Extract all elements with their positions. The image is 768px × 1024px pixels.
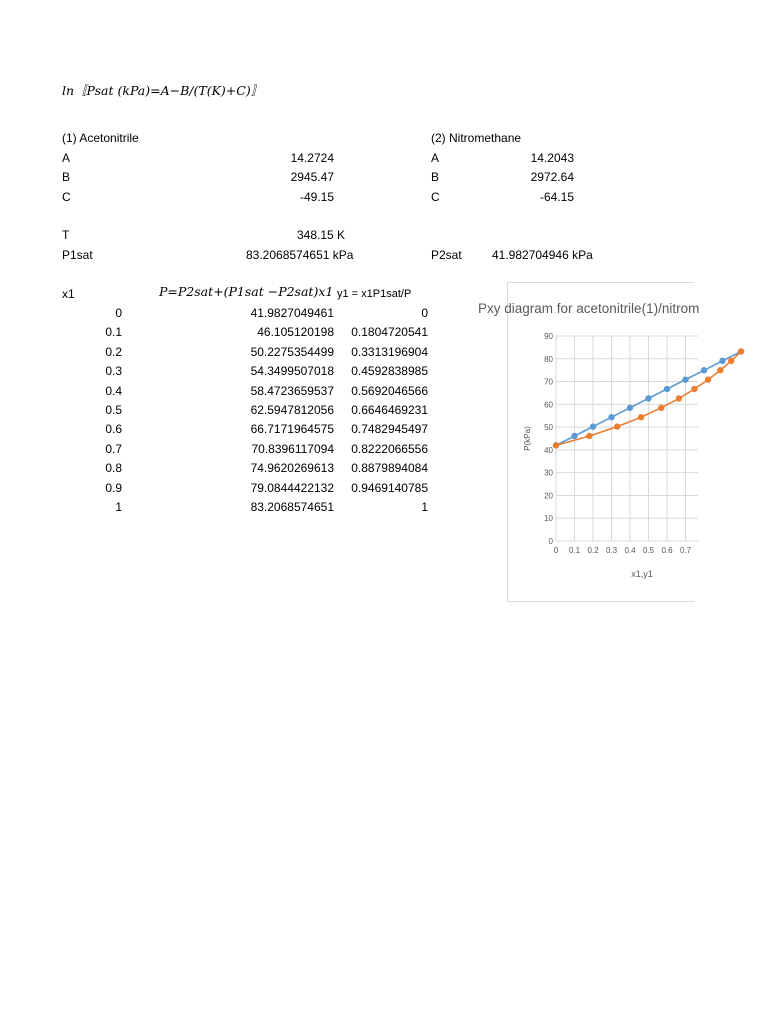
table-cell-pressure: 70.8396117094 [251, 441, 334, 456]
chart-point-series-1 [608, 414, 614, 420]
table-cell-y1: 0.3313196904 [351, 344, 428, 359]
chart-x-ticks [554, 546, 692, 555]
table-cell-pressure: 79.0844422132 [250, 480, 334, 495]
table-cell-x1: 0.4 [105, 383, 122, 398]
table-cell-pressure: 41.9827049461 [250, 306, 334, 320]
table-cell-y1: 0.8879894084 [351, 461, 428, 476]
chart-point-series-2 [676, 395, 682, 401]
chart-point-series-2 [553, 442, 559, 448]
table-cell-pressure: 74.9620269613 [250, 461, 334, 476]
chart-y-tick-label: 60 [544, 400, 553, 410]
chart-point-series-1 [664, 386, 670, 392]
chart-x-tick-label: 0.5 [642, 546, 655, 555]
chart-x-tick-label: 0.7 [679, 546, 692, 555]
chart-point-series-2 [738, 348, 744, 354]
chart-point-series-2 [717, 367, 723, 373]
table-cell-y1: 1 [421, 500, 428, 514]
table-cell-x1: 1 [115, 500, 122, 514]
temperature-value: 348.15 K [297, 228, 346, 242]
table-cell-y1: 0.6646469231 [351, 403, 428, 417]
chart-y-tick-label: 90 [544, 332, 553, 341]
chart-x-tick-label: 0.6 [661, 546, 673, 555]
chart-y-tick-label: 30 [544, 468, 553, 478]
component2-a-label: A [431, 151, 440, 165]
chart-point-series-1 [590, 423, 596, 429]
chart-x-axis-label: x1,y1 [631, 569, 653, 579]
chart-point-series-2 [728, 358, 734, 364]
table-cell-x1: 0.3 [105, 364, 122, 379]
p2sat-label: P2sat [431, 248, 462, 262]
chart-point-series-1 [645, 395, 651, 401]
component2-name: (2) Nitromethane [431, 131, 522, 145]
table-cell-x1: 0 [115, 306, 122, 320]
chart-y-ticks [544, 332, 553, 546]
chart-point-series-1 [571, 433, 577, 439]
component2-b-label: B [431, 170, 440, 184]
chart-x-tick-label: 0.2 [587, 546, 599, 555]
component1-b-label: B [62, 170, 71, 184]
table-cell-pressure: 50.2275354499 [250, 344, 334, 359]
chart-x-tick-label: 0.1 [568, 546, 581, 555]
table-cell-y1: 0.8222066556 [351, 441, 428, 456]
table-cell-x1: 0.5 [105, 403, 122, 417]
component1-name: (1) Acetonitrile [62, 131, 139, 145]
table-cell-x1: 0.2 [105, 344, 122, 359]
table-cell-y1: 0.4592838985 [351, 364, 428, 379]
table-cell-y1: 0 [421, 306, 428, 320]
table-cell-y1: 0.1804720541 [351, 325, 428, 340]
p1sat-value: 83.2068574651 kPa [246, 248, 354, 262]
table-cell-y1: 0.9469140785 [351, 480, 428, 495]
table-cell-x1: 0.1 [105, 325, 122, 340]
table-cell-pressure: 83.2068574651 [250, 500, 334, 514]
chart-point-series-2 [691, 386, 697, 392]
component2-c-label: C [431, 190, 440, 204]
component2-b-value: 2972.64 [530, 170, 574, 184]
chart-y-tick-label: 70 [544, 377, 553, 387]
component2-c-value: -64.15 [539, 190, 574, 204]
chart-x-tick-label: 0 [553, 546, 559, 555]
table-header-x1: x1 [62, 287, 75, 301]
chart-point-series-1 [682, 376, 688, 382]
equation: ln⁡〚Psat (kPa)=A−B/(T(K)+C)〛 [62, 83, 264, 98]
chart-y-tick-label: 50 [544, 423, 553, 433]
pxy-chart [478, 282, 700, 602]
table-cell-pressure: 58.4723659537 [250, 383, 334, 398]
table-cell-y1: 0.5692046566 [351, 383, 428, 398]
chart-x-tick-label: 0.3 [605, 546, 618, 555]
chart-y-axis-label: P(kPa) [523, 426, 532, 451]
chart-point-series-2 [658, 405, 664, 411]
table-cell-x1: 0.6 [105, 422, 122, 437]
chart-y-tick-label: 80 [544, 354, 553, 364]
table-cell-pressure: 54.3499507018 [250, 364, 334, 379]
component1-b-value: 2945.47 [290, 170, 334, 184]
chart-point-series-2 [705, 376, 711, 382]
chart-y-tick-label: 20 [544, 491, 553, 501]
temperature-label: T [62, 228, 70, 242]
chart-x-tick-label: 0.4 [624, 546, 636, 555]
p2sat-value: 41.982704946 kPa [492, 248, 593, 262]
component1-a-value: 14.2724 [290, 151, 334, 165]
table-cell-y1: 0.7482945497 [351, 422, 428, 437]
chart-canvas [478, 283, 700, 601]
table-cell-x1: 0.9 [105, 480, 122, 495]
chart-point-series-1 [719, 358, 725, 364]
component2-a-value: 14.2043 [530, 151, 574, 165]
chart-grid [556, 336, 698, 541]
chart-point-series-2 [614, 423, 620, 429]
component1-a-label: A [62, 151, 71, 165]
table-header-pressure: P=P2sat+(P1sat −P2sat)x1 [159, 284, 334, 299]
chart-point-series-2 [586, 433, 592, 439]
chart-y-tick-label: 0 [548, 537, 553, 546]
table-cell-pressure: 62.5947812056 [250, 403, 334, 417]
component1-c-label: C [62, 190, 71, 204]
table-cell-pressure: 66.7171964575 [250, 422, 334, 437]
chart-title: Pxy diagram for acetonitrile(1)/nitrom [478, 301, 700, 316]
table-header-y1: y1 = x1P1sat/P [337, 288, 412, 300]
chart-point-series-2 [638, 414, 644, 420]
chart-y-tick-label: 40 [544, 445, 553, 455]
chart-y-tick-label: 10 [544, 514, 553, 524]
component1-c-value: -49.15 [299, 190, 334, 204]
table-cell-x1: 0.8 [105, 461, 122, 476]
table-cell-pressure: 46.105120198 [257, 325, 334, 340]
table-cell-x1: 0.7 [105, 441, 122, 456]
p1sat-label: P1sat [62, 248, 93, 262]
chart-point-series-1 [701, 367, 707, 373]
chart-point-series-1 [627, 405, 633, 411]
